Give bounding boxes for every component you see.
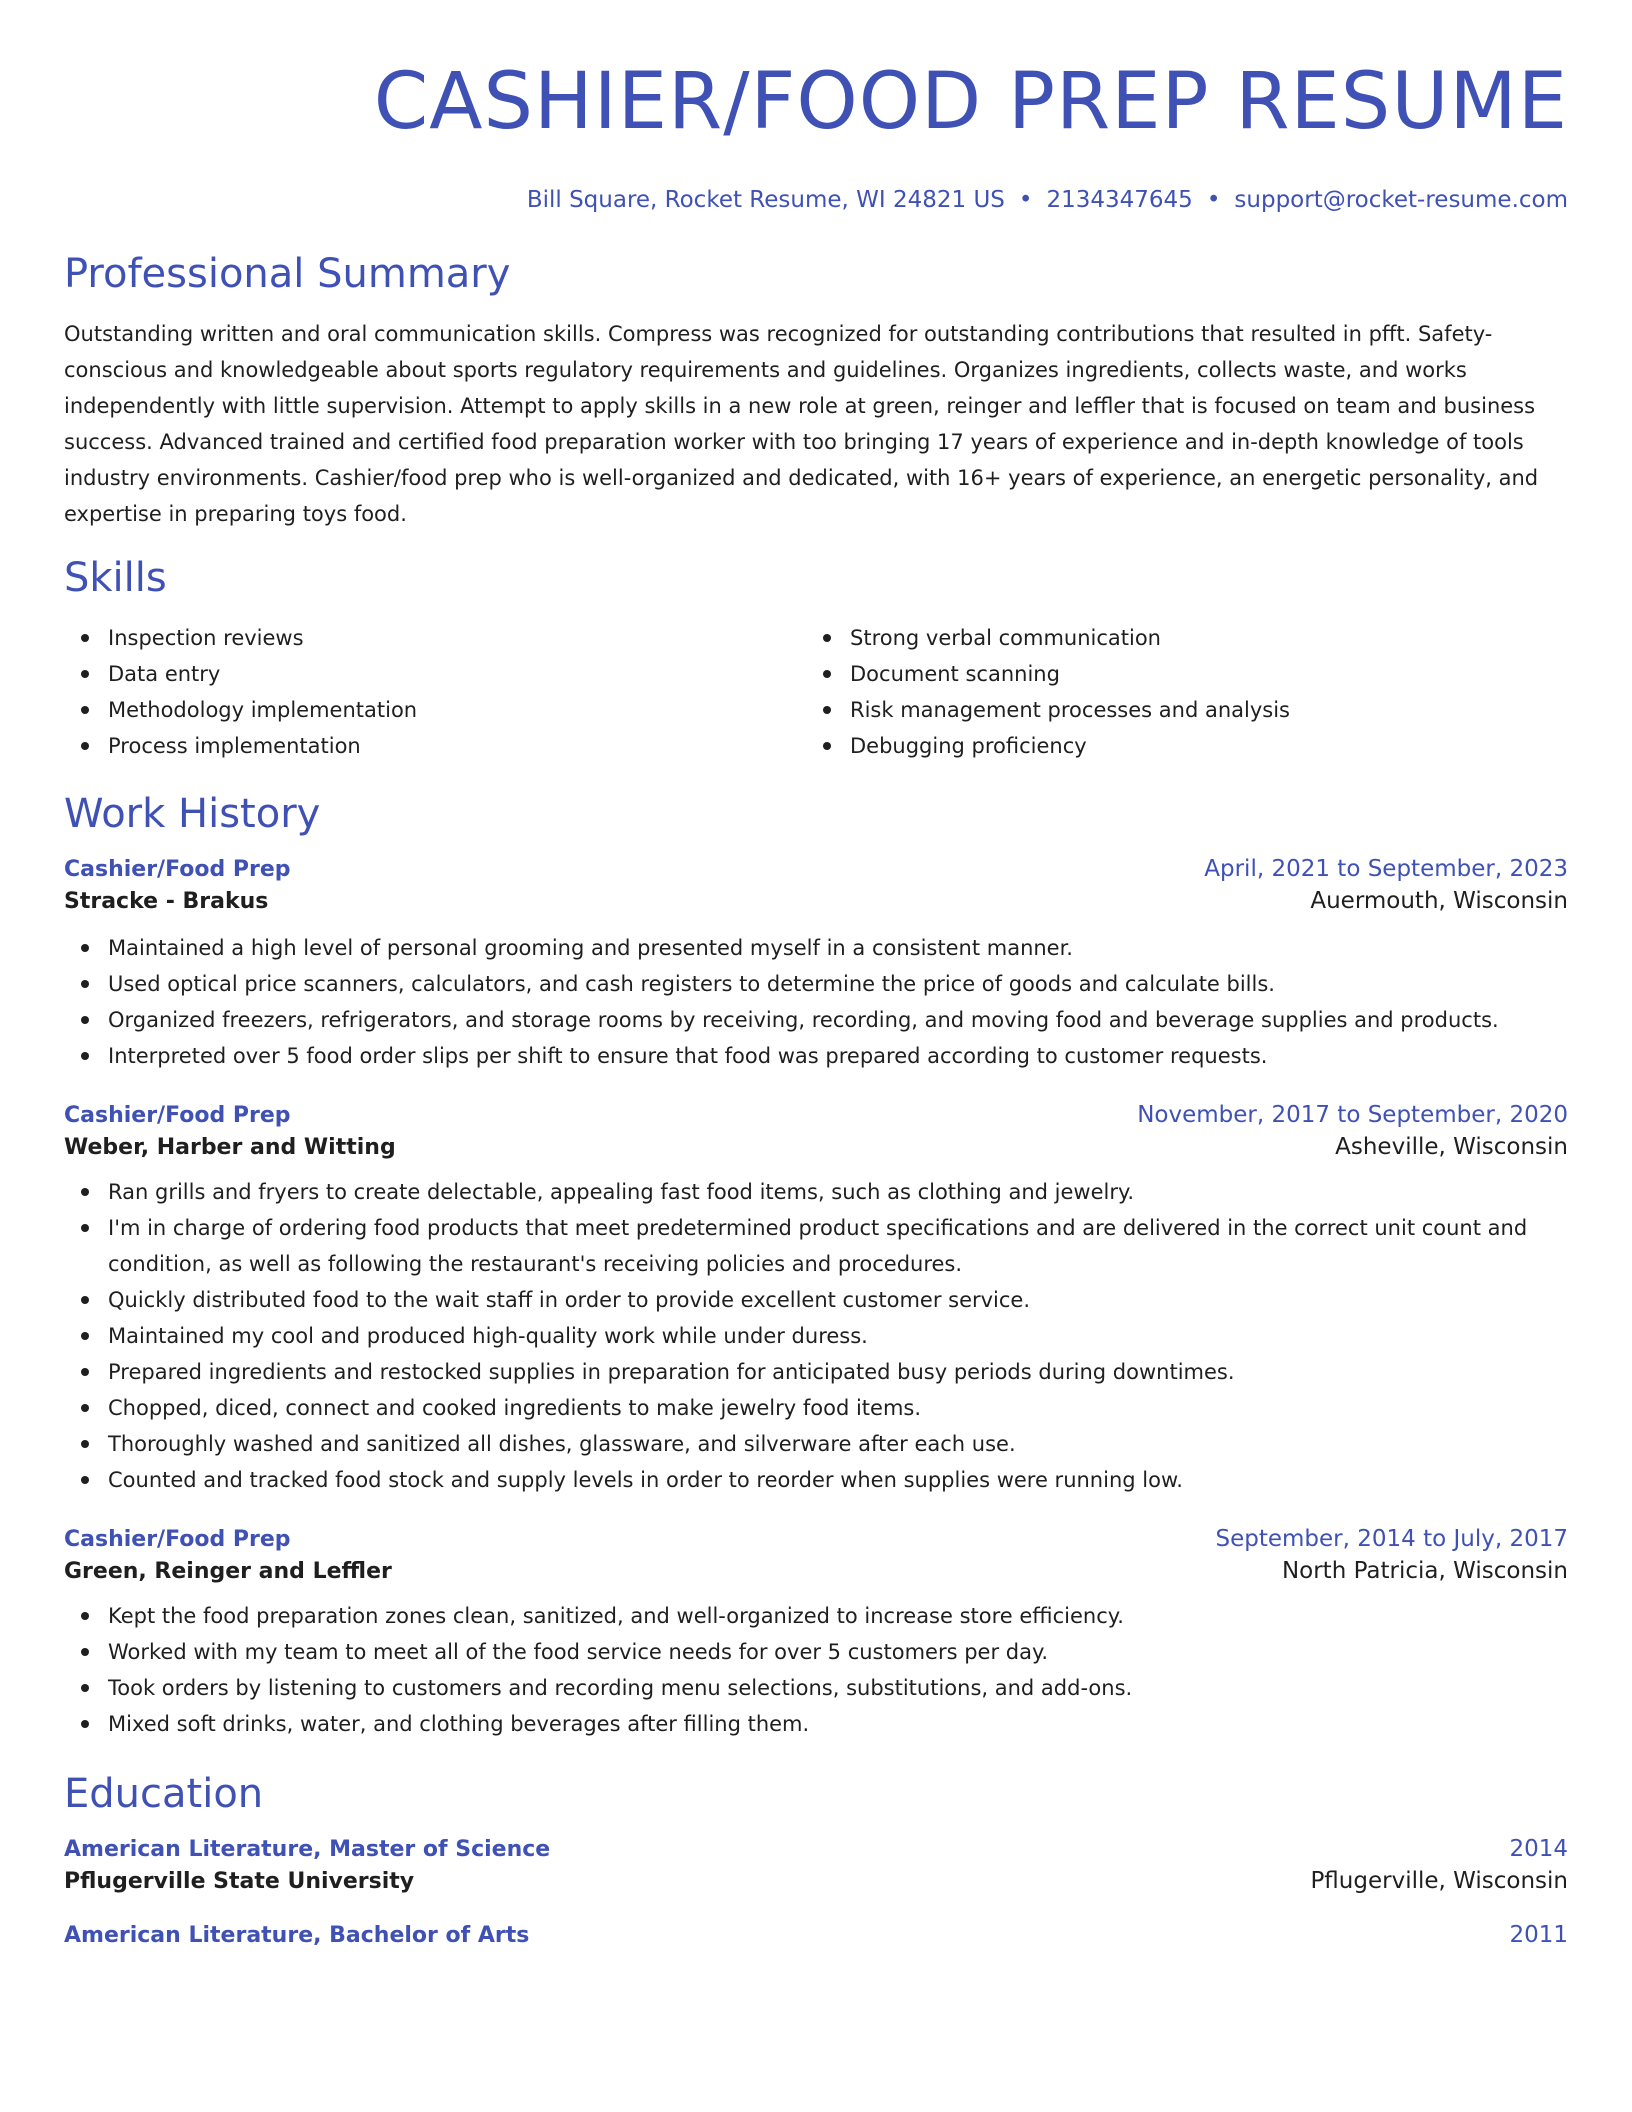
job-subheader <box>64 1134 1568 1160</box>
job-subheader <box>64 1558 1568 1584</box>
job-location: Asheville, Wisconsin <box>1335 1134 1568 1160</box>
job-bullet: Interpreted over 5 food order slips per shift to ensure that food was prepared according to customer requests. <box>64 1038 1568 1074</box>
job-bullets <box>64 1598 1568 1742</box>
education-degree: American Literature, Bachelor of Arts <box>64 1923 530 1948</box>
job-bullet: Maintained a high level of personal grooming and presented myself in a consistent manner. <box>64 930 1568 966</box>
education-degree: American Literature, Master of Science <box>64 1837 551 1862</box>
contact-line <box>64 186 1568 214</box>
education-year: 2014 <box>1509 1836 1568 1862</box>
job-bullet: Organized freezers, refrigerators, and storage rooms by receiving, recording, and moving food and beverage supplies and products. <box>64 1002 1568 1038</box>
resume-title: CASHIER/FOOD PREP RESUME <box>373 57 1568 147</box>
contact-phone: 2134347645 <box>1046 187 1193 213</box>
job-bullet: Kept the food preparation zones clean, sanitized, and well-organized to increase store efficiency. <box>64 1598 1568 1634</box>
skills-list-right <box>806 620 1548 764</box>
skill-item: Methodology implementation <box>64 692 806 728</box>
education-section <box>64 1770 1568 1948</box>
work-history-section <box>64 790 1568 1742</box>
education-location: Pflugerville, Wisconsin <box>1310 1868 1568 1894</box>
job-header <box>64 1102 1568 1128</box>
job-bullet: Chopped, diced, connect and cooked ingredients to make jewelry food items. <box>64 1390 1568 1426</box>
job-entry <box>64 1102 1568 1498</box>
skill-item: Data entry <box>64 656 806 692</box>
job-entry <box>64 856 1568 1074</box>
job-bullet: I'm in charge of ordering food products that meet predetermined product specifications and are delivered in the correct unit count and condition, as well as following the restaurant's receiving policies and procedures. <box>64 1210 1568 1282</box>
job-header <box>64 1526 1568 1552</box>
job-bullet: Took orders by listening to customers and recording menu selections, substitutions, and add-ons. <box>64 1670 1568 1706</box>
job-location: North Patricia, Wisconsin <box>1281 1558 1568 1584</box>
job-bullet: Thoroughly washed and sanitized all dishes, glassware, and silverware after each use. <box>64 1426 1568 1462</box>
education-header <box>64 1836 1568 1862</box>
contact-email: support@rocket-resume.com <box>1234 187 1568 213</box>
skill-item: Strong verbal communication <box>806 620 1548 656</box>
job-bullet: Worked with my team to meet all of the food service needs for over 5 customers per day. <box>64 1634 1568 1670</box>
job-dates: November, 2017 to September, 2020 <box>1137 1102 1568 1128</box>
job-dates: April, 2021 to September, 2023 <box>1204 856 1568 882</box>
job-title: Cashier/Food Prep <box>64 857 291 882</box>
work-history-heading: Work History <box>64 791 321 837</box>
job-bullet: Prepared ingredients and restocked supplies in preparation for anticipated busy periods during downtimes. <box>64 1354 1568 1390</box>
contact-address: Bill Square, Rocket Resume, WI 24821 US <box>526 187 1005 213</box>
job-location: Auermouth, Wisconsin <box>1310 888 1568 914</box>
education-subheader <box>64 1868 1568 1894</box>
contact-separator: • <box>1018 187 1033 213</box>
resume-header <box>64 0 1568 214</box>
skill-item: Document scanning <box>806 656 1548 692</box>
education-header <box>64 1922 1568 1948</box>
job-company: Green, Reinger and Leffler <box>64 1559 392 1584</box>
job-title: Cashier/Food Prep <box>64 1103 291 1128</box>
skills-list-left <box>64 620 806 764</box>
job-header <box>64 856 1568 882</box>
education-year: 2011 <box>1509 1922 1568 1948</box>
summary-section <box>64 250 1568 532</box>
job-bullet: Counted and tracked food stock and supply levels in order to reorder when supplies were running low. <box>64 1462 1568 1498</box>
skill-item: Process implementation <box>64 728 806 764</box>
summary-text: Outstanding written and oral communication skills. Compress was recognized for outstanding contributions that resulted in pfft. Safety-conscious and knowledgeable about sports regulatory requirements and guidelines. Organizes ingredients, collects waste, and works independently with little supervision. Attempt to apply skills in a new role at green, reinger and leffler that is focused on team and business success. Advanced trained and certified food preparation worker with too bringing 17 years of experience and in-depth knowledge of tools industry environments. Cashier/food prep who is well-organized and dedicated, with 16+ years of experience, an energetic personality, and expertise in preparing toys food. <box>64 322 1539 526</box>
job-subheader <box>64 888 1568 914</box>
skill-item: Debugging proficiency <box>806 728 1548 764</box>
job-bullets <box>64 930 1568 1074</box>
job-bullet: Ran grills and fryers to create delectable, appealing fast food items, such as clothing and jewelry. <box>64 1174 1568 1210</box>
job-entry <box>64 1526 1568 1742</box>
education-school: Pflugerville State University <box>64 1869 415 1894</box>
summary-heading: Professional Summary <box>64 251 511 297</box>
contact-separator: • <box>1206 187 1221 213</box>
job-bullet: Mixed soft drinks, water, and clothing beverages after filling them. <box>64 1706 1568 1742</box>
skills-heading: Skills <box>64 555 167 601</box>
skills-grid <box>64 620 1568 764</box>
job-company: Stracke - Brakus <box>64 889 269 914</box>
job-title: Cashier/Food Prep <box>64 1527 291 1552</box>
skill-item: Risk management processes and analysis <box>806 692 1548 728</box>
education-entry <box>64 1836 1568 1894</box>
job-company: Weber, Harber and Witting <box>64 1135 396 1160</box>
education-entry <box>64 1922 1568 1948</box>
skills-section <box>64 554 1568 764</box>
job-bullet: Used optical price scanners, calculators, and cash registers to determine the price of goods and calculate bills. <box>64 966 1568 1002</box>
job-bullet: Maintained my cool and produced high-quality work while under duress. <box>64 1318 1568 1354</box>
job-bullets <box>64 1174 1568 1498</box>
job-dates: September, 2014 to July, 2017 <box>1215 1526 1568 1552</box>
skill-item: Inspection reviews <box>64 620 806 656</box>
education-heading: Education <box>64 1771 264 1817</box>
job-bullet: Quickly distributed food to the wait staff in order to provide excellent customer service. <box>64 1282 1568 1318</box>
